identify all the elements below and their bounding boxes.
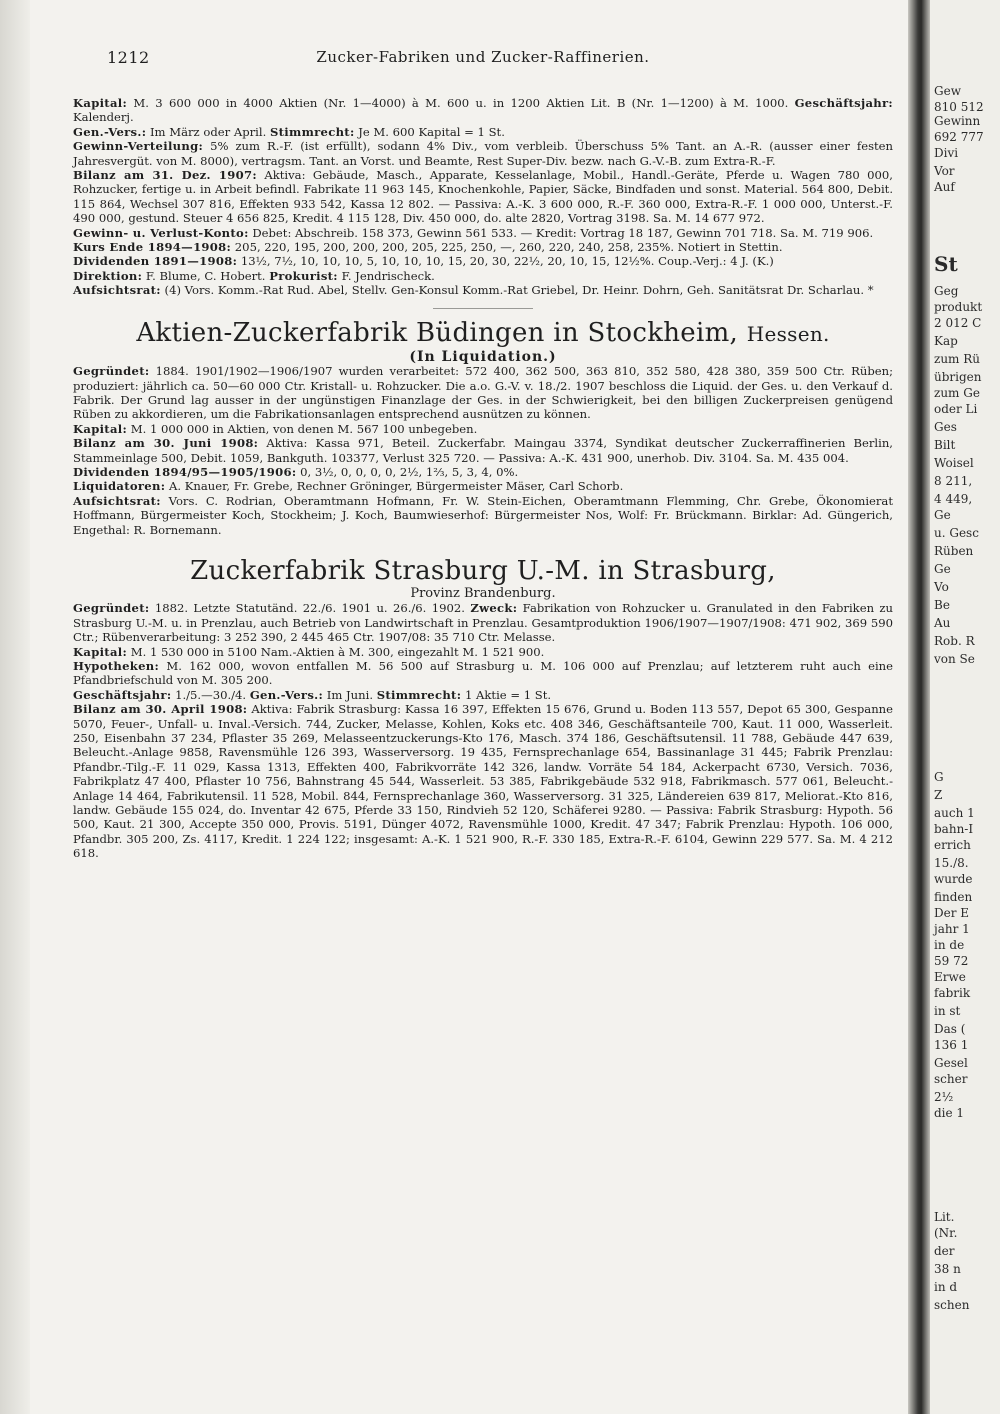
entry-label: Kurs Ende 1894—1908:: [73, 240, 232, 255]
entry-label: Gegründet:: [73, 601, 150, 616]
facing-page-fragment: 15./8.: [934, 856, 969, 870]
entry-text: F. Blume, C. Hobert.: [142, 268, 270, 283]
entry-label: Dividenden 1891—1908:: [73, 254, 238, 269]
entry-label: Bilanz am 30. April 1908:: [73, 702, 248, 717]
entry-text: Im März oder April.: [146, 124, 270, 139]
page-content: [73, 40, 893, 861]
facing-page-fragment: u. Gesc: [934, 526, 979, 540]
entry-label: Bilanz am 31. Dez. 1907:: [73, 168, 257, 183]
entry-label: Bilanz am 30. Juni 1908:: [73, 436, 259, 451]
entry-paragraph: [73, 269, 893, 283]
section-divider: [433, 308, 533, 309]
section-strasburg-body: [73, 601, 893, 860]
entry-paragraph: [73, 465, 893, 479]
entry-label: Gegründet:: [73, 364, 150, 379]
facing-page-fragment: Woisel: [934, 456, 974, 470]
facing-page-fragment: 38 n: [934, 1262, 961, 1276]
facing-page-fragment: von Se: [934, 652, 975, 666]
entry-label: Gen.-Vers.:: [73, 124, 147, 139]
entry-paragraph: [73, 645, 893, 659]
entry-label: Gewinn- u. Verlust-Konto:: [73, 225, 249, 240]
entry-label: Kapital:: [73, 421, 128, 436]
facing-page-fragment: Der E: [934, 906, 970, 920]
facing-page-fragment: Rüben: [934, 544, 974, 558]
facing-page-fragment: 59 72: [934, 954, 969, 968]
entry-text: 5% zum R.-F. (ist erfüllt), sodann 4% Div., vom verbleib. Überschuss 5% Tant. an A.-R. (ausser einer festen Jahresvergüt. von M. 8000), vertragsm. Tant. an Vorst. und Beamte, Rest Super-Div. bezw. nach G.-V.-B. zum Extra-R.-F.: [73, 139, 893, 168]
entry-text: Vors. C. Rodrian, Oberamtmann Hofmann, Fr. W. Stein-Eichen, Oberamtmann Flemming, Chr. Grebe, Ökonomierat Hoffmann, Bürgermeister Koch, Stockheim; J. Koch, Baumwieserhof: Bürgermeister Nos, Wolf: Fr. Brückmann. Birklar: Ad. Güngerich, Engethal: R. Bornemann.: [73, 493, 893, 537]
entry-paragraph: [73, 283, 893, 297]
entry-text: M. 162 000, wovon entfallen M. 56 500 auf Strasburg u. M. 106 000 auf Prenzlau; auf letzterem ruht auch eine Pfandbriefschuld von M. 305 200.: [73, 659, 893, 688]
liquidation-note: (In Liquidation.): [409, 348, 557, 365]
entry-label: Aufsichtsrat:: [73, 283, 161, 298]
entry-text: 205, 220, 195, 200, 200, 200, 205, 225, 250, —, 260, 220, 240, 258, 235%. Notiert in Stettin.: [231, 240, 783, 255]
entry-text: F. Jendrischeck.: [337, 268, 435, 283]
entry-text: M. 1 530 000 in 5100 Nam.-Aktien à M. 300, eingezahlt M. 1 521 900.: [127, 644, 545, 659]
facing-page-fragment: wurde: [934, 872, 973, 886]
facing-page-fragment: Ge: [934, 508, 951, 522]
entry-text: (4) Vors. Komm.-Rat Rud. Abel, Stellv. Gen-Konsul Komm.-Rat Griebel, Dr. Heinr. Dohrn, Geh. Sanitätsrat Dr. Scharlau. *: [160, 283, 874, 298]
facing-page-fragment: in st: [934, 1004, 961, 1018]
facing-page-fragment: Bilt: [934, 438, 956, 452]
entry-paragraph: [73, 436, 893, 465]
facing-page-fragment: zum Ge: [934, 386, 980, 400]
facing-page-fragment: in de: [934, 938, 965, 952]
entry-text: 1882. Letzte Statutänd. 22./6. 1901 u. 26./6. 1902.: [149, 601, 471, 616]
entry-label: Dividenden 1894/95—1905/1906:: [73, 464, 297, 479]
entry-text: A. Knauer, Fr. Grebe, Rechner Gröninger, Bürgermeister Mäser, Carl Schorb.: [165, 479, 624, 494]
company-title-buedingen: [73, 317, 893, 350]
facing-page-fragment: übrigen: [934, 370, 982, 384]
entry-label: Gen.-Vers.:: [249, 687, 324, 702]
entry-paragraph: [73, 168, 893, 226]
facing-page-fragment: Auf: [934, 180, 955, 194]
facing-page-fragment: 4 449,: [934, 492, 973, 506]
entry-label: Kapital:: [73, 644, 128, 659]
entry-paragraph: [73, 688, 893, 702]
facing-page-fragment: scher: [934, 1072, 968, 1086]
facing-page-fragment: die 1: [934, 1106, 965, 1120]
facing-page-fragment: Z: [934, 788, 943, 802]
facing-page-fragment: 2 012 C: [934, 316, 982, 330]
entry-text: 13½, 7½, 10, 10, 10, 5, 10, 10, 10, 15, 20, 30, 22½, 20, 10, 15, 12½%. Coup.-Verj.: 4 J. (K.): [237, 254, 774, 269]
section-buedingen: [73, 317, 893, 537]
entry-paragraph: [73, 494, 893, 537]
facing-page-fragment: Vo: [934, 580, 949, 594]
entry-label: Prokurist:: [269, 268, 338, 283]
running-title: Zucker-Fabriken und Zucker-Raffinerien.: [316, 48, 650, 66]
facing-page-fragment: Lit.: [934, 1210, 955, 1224]
entry-paragraph: [73, 240, 893, 254]
entry-label: Stimmrecht:: [376, 687, 462, 702]
entry-text: 1884. 1901/1902—1906/1907 wurden verarbeitet: 572 400, 362 500, 363 810, 352 580, 428 380, 359 500 Ctr. Rüben; produziert: jährlich ca. 50—60 000 Ctr. Kristall- u. Rohzucker. Die a.o. G.-V. v. 18./2. 1907 beschloss die Liquid. der Ges. u. den Verkauf d. Fabrik. Der Grund lag ausser in der ungünstigen Finanzlage der Ges. in der Schwierigkeit, bei den billigen Zuckerpreisen genügend Rüben zu akkordieren, um die Fabrikationsanlagen entsprechend ausnützen zu können.: [73, 364, 893, 422]
facing-page-fragment: jahr 1: [934, 922, 970, 936]
facing-page-fragment: in d: [934, 1280, 958, 1294]
company-name: Aktien-Zuckerfabrik Büdingen in Stockheim,: [136, 317, 739, 348]
facing-page-fragment: fabrik: [934, 986, 971, 1000]
entry-text: 0, 3½, 0, 0, 0, 0, 2½, 1⅔, 5, 3, 4, 0%.: [296, 464, 519, 479]
entry-label: Kapital:: [73, 96, 128, 110]
facing-page-fragment: 136 1: [934, 1038, 969, 1052]
facing-page-fragment: schen: [934, 1298, 970, 1312]
facing-page-strip: [930, 0, 1000, 1414]
facing-page-fragment: (Nr.: [934, 1226, 958, 1240]
facing-page-fragment: errich: [934, 838, 971, 852]
facing-page-fragment: Divi: [934, 146, 959, 160]
facing-page-fragment: Kap: [934, 334, 958, 348]
facing-page-fragment: bahn-I: [934, 822, 974, 836]
entry-paragraph: [73, 364, 893, 422]
facing-page-fragment: Vor: [934, 164, 955, 178]
entry-label: Gewinn-Verteilung:: [73, 139, 204, 154]
entry-label: Stimmrecht:: [269, 124, 355, 139]
entry-label: Geschäftsjahr:: [794, 96, 893, 110]
entry-text: Aktiva: Gebäude, Masch., Apparate, Kesselanlage, Mobil., Handl.-Geräte, Pferde u. Wagen 780 000, Rohzucker, fertige u. in Arbeit befindl. Fabrikate 11 963 145, Knochenkohle, Papier, Säcke, Bindfaden und sonst. Material. 564 800, Debit. 115 864, Wechsel 307 816, Effekten 933 542, Kassa 12 802. — Passiva: A.-K. 3 600 000, R.-F. 360 000, Extra-R.-F. 1 000 000, Unterst.-F. 490 000, gestund. Steuer 4 656 825, Kredit. 4 115 128, Div. 450 000, do. alte 2820, Vortrag 3198. Sa. M. 14 677 972.: [73, 168, 893, 226]
facing-page-fragment: oder Li: [934, 402, 978, 416]
entry-text: Aktiva: Kassa 971, Beteil. Zuckerfabr. Maingau 3374, Syndikat deutscher Zuckerraffinerien Berlin, Stammeinlage 500, Debit. 1059, Bankguth. 103377, Verlust 325 720. — Passiva: A.-K. 431 900, unerhob. Div. 3104. Sa. M. 435 004.: [73, 436, 893, 465]
entry-text: Je M. 600 Kapital = 1 St.: [354, 124, 505, 139]
page-number: 1212: [107, 48, 150, 67]
section-strasburg: [73, 555, 893, 861]
entry-text: 1 Aktie = 1 St.: [461, 687, 552, 702]
facing-page-fragment: Gew: [934, 84, 961, 98]
entry-text: Kalenderj.: [73, 110, 134, 125]
entry-paragraph: [73, 601, 893, 644]
facing-page-fragment: der: [934, 1244, 955, 1258]
entry-text: M. 3 600 000 in 4000 Aktien (Nr. 1—4000) à M. 600 u. in 1200 Aktien Lit. B (Nr. 1—1200) à M. 1000.: [127, 96, 795, 110]
facing-page-fragment: Be: [934, 598, 950, 612]
facing-page-fragment: Ge: [934, 562, 951, 576]
company-region: Hessen.: [746, 321, 830, 346]
company-title-strasburg: Zuckerfabrik Strasburg U.-M. in Strasburg,: [190, 555, 776, 586]
entry-paragraph: [73, 659, 893, 688]
entry-label: Direktion:: [73, 268, 143, 283]
entry-paragraph: [73, 226, 893, 240]
left-page-edge: [0, 0, 30, 1414]
entry-text: Fabrikation von Rohzucker u. Granulated in den Fabriken zu Strasburg U.-M. u. in Prenzlau, auch Betrieb von Landwirtschaft in Prenzlau. Gesamtproduktion 1906/1907—1907/1908: 471 902, 369 590 Ctr.; Rübenverarbeitung: 3 252 390, 2 445 465 Ctr. 1907/08: 35 710 Ctr. Melasse.: [73, 601, 893, 645]
entry-paragraph: [73, 479, 893, 493]
section-company-continued: [73, 96, 893, 298]
running-head: [73, 40, 893, 70]
facing-page-fragment: finden: [934, 890, 973, 904]
facing-page-fragment: Gesel: [934, 1056, 968, 1070]
entry-paragraph: [73, 96, 893, 125]
facing-page-fragment: zum Rü: [934, 352, 981, 366]
facing-page-fragment: Rob. R: [934, 634, 975, 648]
entry-paragraph: [73, 139, 893, 168]
facing-page-fragment: St: [934, 252, 958, 276]
facing-page-fragment: 692 777: [934, 130, 984, 144]
entry-label: Hypotheken:: [73, 659, 160, 673]
entry-paragraph: [73, 702, 893, 860]
entry-text: M. 1 000 000 in Aktien, von denen M. 567 100 unbegeben.: [127, 421, 478, 436]
facing-page-fragment: Erwe: [934, 970, 966, 984]
entry-paragraph: [73, 254, 893, 268]
facing-page-fragment: produkt: [934, 300, 983, 314]
entry-paragraph: [73, 422, 893, 436]
entry-text: Aktiva: Fabrik Strasburg: Kassa 16 397, Effekten 15 676, Grund u. Boden 113 557, Depot 65 300, Gespanne 5070, Feuer-, Unfall- u. Inval.-Versich. 744, Zucker, Melasse, Kohlen, Koks etc. 408 346, Geschäftsanteile 700, Kaut. 11 000, Wasserleit. 250, Eisenbahn 37 234, Pflaster 35 269, Melasseentzuckerungs-Kto 176, Masch. 374 186, Geschäftsutensil. 11 788, Gebäude 447 639, Beleucht.-Anlage 9858, Ravensmühle 126 393, Wasserversorg. 19 435, Fernsprechanlage 654, Bassinanlage 31 445; Fabrik Prenzlau: Pfandbr.-Tilg.-F. 11 029, Kassa 1313, Effekten 400, Fabrikvorräte 142 326, landw. Vorräte 54 184, Ackerpacht 6730, Versich. 7036, Fabrikplatz 47 400, Pflaster 10 756, Bahnstrang 45 544, Wasserleit. 53 385, Fabrikgebäude 532 918, Fabrikmasch. 577 061, Beleucht.-Anlage 14 464, Fabrikutensil. 11 528, Mobil. 844, Fernsprechanlage 360, Wasserversorg. 31 325, Ländereien 639 817, Meliorat.-Kto 816, landw. Gebäude 155 024, do. Inventar 42 675, Pferde 33 150, Rindvieh 52 120, Schäferei 9280. — Passiva: Fabrik Strasburg: Hypoth. 56 500, Kaut. 21 300, Accepte 350 000, Provis. 5191, Dünger 4072, Ravensmühle 1000, Kredit. 47 347; Fabrik Prenzlau: Hypoth. 106 000, Pfandbr. 305 200, Zs. 4117, Kredit. 1 224 122; insgesamt: A.-K. 1 521 900, R.-F. 330 185, Extra-R.-F. 6104, Gewinn 229 577. Sa. M. 4 212 618.: [73, 702, 893, 861]
facing-page-fragment: Das (: [934, 1022, 966, 1036]
facing-page-fragment: 8 211,: [934, 474, 973, 488]
entry-label: Zweck:: [470, 601, 518, 616]
facing-page-fragment: G: [934, 770, 944, 784]
entry-label: Liquidatoren:: [73, 479, 166, 494]
facing-page-fragment: Ges: [934, 420, 957, 434]
entry-text: 1./5.—30./4.: [171, 687, 250, 702]
book-gutter: [908, 0, 930, 1414]
entry-label: Aufsichtsrat:: [73, 493, 161, 508]
entry-text: Im Juni.: [323, 687, 377, 702]
facing-page-fragment: 2½: [934, 1090, 954, 1104]
facing-page-fragment: Au: [934, 616, 951, 630]
company-province: Provinz Brandenburg.: [410, 585, 556, 601]
facing-page-fragment: 810 512: [934, 100, 984, 114]
section-buedingen-body: [73, 364, 893, 537]
entry-paragraph: [73, 125, 893, 139]
facing-page-fragment: Geg: [934, 284, 959, 298]
entry-label: Geschäftsjahr:: [73, 687, 172, 702]
facing-page-fragment: auch 1: [934, 806, 975, 820]
entry-text: Debet: Abschreib. 158 373, Gewinn 561 533. — Kredit: Vortrag 18 187, Gewinn 701 718. Sa. M. 719 906.: [248, 225, 874, 240]
facing-page-fragment: Gewinn: [934, 114, 981, 128]
